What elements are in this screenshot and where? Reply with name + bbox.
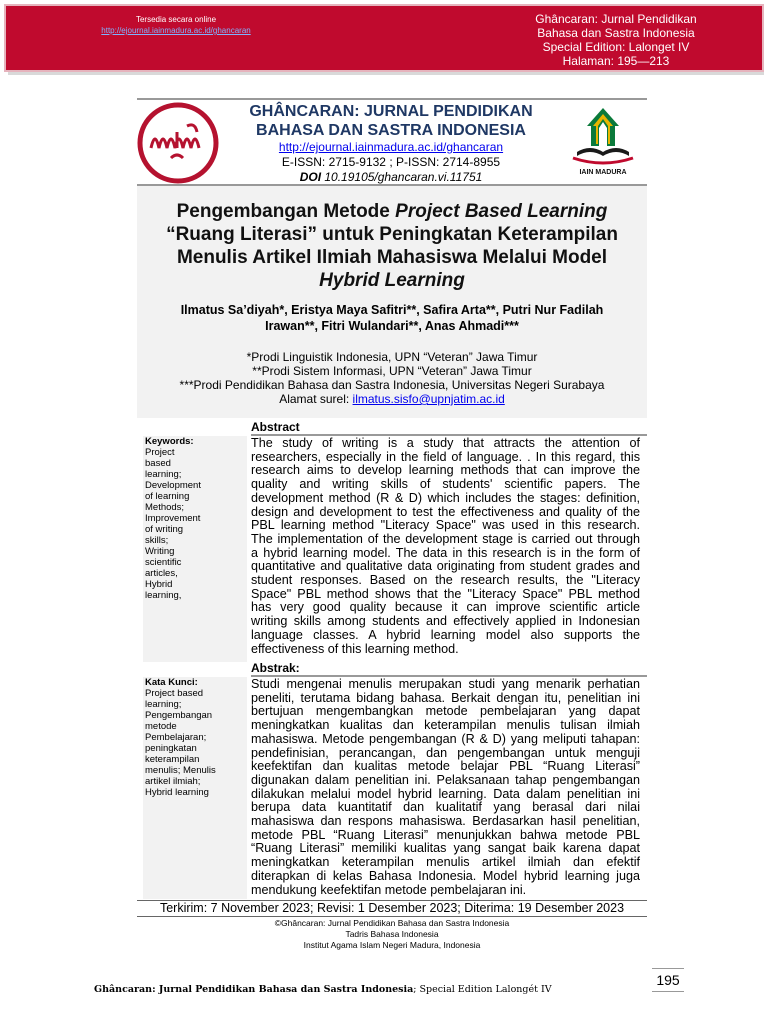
affiliation-line: *Prodi Linguistik Indonesia, UPN “Veteran” Jawa Timur [246, 350, 538, 364]
journal-url-link[interactable]: http://ejournal.iainmadura.ac.id/ghancaran [278, 140, 504, 154]
banner-info-line: Ghâncaran: Jurnal Pendidikan [535, 12, 697, 26]
abstrak-line: meningkatkan keterampilan menulis artikel ilmiah dan efektif [251, 855, 640, 870]
journal-name: GHÂNCARAN: JURNAL PENDIDIKAN [249, 103, 533, 120]
keyword-line: of writing [145, 524, 184, 535]
copyright-line: Institut Agama Islam Negeri Madura, Indonesia [303, 940, 481, 950]
kata-kunci-line: Hybrid learning [145, 787, 209, 798]
abstract-line: researchers, especially in the field of language. . In this regard, this [251, 449, 640, 464]
kata-kunci-line: metode [145, 721, 177, 732]
keyword-line: Hybrid [145, 579, 173, 590]
availability-note [76, 14, 276, 36]
abstrak-line: meningkatkan kualitas dan keterampilan menulis tulisan ilmiah [251, 718, 640, 733]
abstract-line: design and development to test the effectiveness and quality of the [251, 504, 640, 519]
footer-journal: Ghâncaran: Jurnal Pendidikan Bahasa dan Sastra Indonesia [94, 984, 414, 995]
abstrak-heading: Abstrak: [251, 661, 647, 677]
keyword-line: articles, [145, 568, 178, 579]
abstract-line: quantitative and qualitative data originating from student grades and [251, 559, 640, 574]
kata-kunci-list [145, 688, 245, 798]
journal-issn: E-ISSN: 2715-9132 ; P-ISSN: 2714-8955 [281, 155, 501, 169]
iain-logo-text: IAIN MADURA [579, 169, 627, 176]
keywords-box [143, 436, 247, 662]
keyword-line: Development [145, 480, 201, 491]
journal-banner [4, 4, 764, 72]
journal-header [137, 98, 647, 186]
abstrak-line: digunakan dalam penelitian ini. Pelaksanaan tahap pengembangan [251, 772, 640, 787]
page-number: 195 [652, 968, 684, 992]
abstract-heading: Abstract [251, 420, 647, 436]
banner-shadow [8, 72, 764, 75]
kata-kunci-line: Pengembangan [145, 710, 213, 721]
kata-kunci-title: Kata Kunci: [145, 677, 198, 688]
abstract-line: quality and writing skills of students' scientific papers. The [251, 477, 640, 492]
footer-edition: ; Special Edition Lalongét IV [413, 984, 552, 995]
keyword-line: Methods; [145, 502, 185, 513]
keyword-line: learning, [145, 590, 182, 601]
author-email-link[interactable]: ilmatus.sisfo@upnjatim.ac.id [352, 392, 505, 406]
article-authors [157, 302, 627, 334]
abstrak-indonesian-text [251, 678, 640, 897]
authors-line: Ilmatus Sa’diyah*, Eristya Maya Safitri**, Safira Arta**, Putri Nur Fadilah [180, 303, 604, 317]
abstract-line: The implementation of the development stage is carried out through [251, 531, 640, 546]
affiliation-line: **Prodi Sistem Informasi, UPN “Veteran” Jawa Timur [252, 364, 532, 378]
keyword-line: scientific [145, 557, 182, 568]
copyright-line: ©Ghâncaran: Jurnal Pendidikan Bahasa dan Sastra Indonesia [274, 918, 510, 928]
author-affiliations [137, 350, 647, 406]
page-footer [94, 984, 552, 995]
journal-info [221, 102, 561, 185]
title-part-italic: Project Based Learning [395, 201, 608, 222]
title-part-italic: Hybrid Learning [319, 270, 465, 291]
submission-dates: Terkirim: 7 November 2023; Revisi: 1 Desember 2023; Diterima: 19 Desember 2023 [137, 900, 647, 917]
keyword-line: learning; [145, 469, 182, 480]
abstrak-line: dilakukan melalui model hybrid learning. Data dalam penelitian ini [251, 786, 640, 801]
abstrak-line: mahasiswa dan respons mahasiswa. Berdasarkan hasil penelitian, [251, 814, 640, 829]
abstract-line: a hybrid learning model. The data in this research is in the form of [251, 545, 640, 560]
abstract-line: student responses. Based on the research results, the "Literacy [251, 573, 640, 588]
kata-kunci-line: artikel ilmiah; [145, 776, 201, 787]
abstrak-line: diterapkan di kelas Bahasa Indonesia. Model hybrid learning juga [251, 868, 640, 883]
ghancaran-logo-icon [137, 102, 219, 184]
kata-kunci-box [143, 677, 247, 899]
keyword-line: of learning [145, 491, 190, 502]
kata-kunci-line: Pembelajaran; [145, 732, 207, 743]
abstrak-line: mendukung keefektifan metode pembelajaran ini. [251, 882, 527, 897]
copyright-line: Tadris Bahasa Indonesia [345, 929, 439, 939]
keyword-line: based [145, 458, 171, 469]
banner-info-line: Halaman: 195—213 [562, 54, 670, 68]
article-title-section [137, 184, 647, 418]
email-label: Alamat surel: [279, 392, 353, 406]
journal-doi [221, 170, 561, 185]
banner-info-line: Special Edition: Lalonget IV [542, 40, 690, 54]
keywords-title: Keywords: [145, 436, 194, 447]
keyword-line: skills; [145, 535, 169, 546]
abstract-line: writing skills among students and effectively applied in Indonesian [251, 614, 640, 629]
abstrak-line: pendefinisian, perancangan, dan pengembangan untuk menguji [251, 745, 640, 760]
abstrak-line: keefektifan dan kualitas metode belajar PBL “Ruang Literasi” [251, 759, 640, 774]
authors-line: Irawan**, Fitri Wulandari**, Anas Ahmadi*** [265, 319, 519, 333]
keyword-line: Improvement [145, 513, 201, 524]
article-title [147, 200, 637, 292]
banner-journal-info [516, 12, 716, 68]
copyright-notice [137, 918, 647, 951]
kata-kunci-line: menulis; Menulis [145, 765, 216, 776]
title-part: Menulis Artikel Ilmiah Mahasiswa Melalui Model [176, 247, 608, 268]
abstract-line: effectiveness of this learning method. [251, 641, 459, 656]
iain-madura-logo-icon [563, 104, 643, 180]
banner-info-line: Bahasa dan Sastra Indonesia [537, 26, 695, 40]
doi-value: 10.19105/ghancaran.vi.11751 [324, 170, 483, 184]
abstrak-line: berupa data kuantitatif dan kualitatif yang berasal dari nilai [251, 800, 640, 815]
abstract-line: has very good quality because it can improve scientific article [251, 600, 640, 615]
abstract-line: The study of writing is a study that attracts the attention of [251, 436, 640, 450]
banner-journal-link[interactable]: http://ejournal.iainmadura.ac.id/ghancaran [101, 26, 251, 35]
journal-name: BAHASA DAN SASTRA INDONESIA [256, 122, 526, 139]
kata-kunci-line: keterampilan [145, 754, 200, 765]
title-part: Pengembangan Metode [176, 201, 396, 222]
keyword-line: Writing [145, 546, 175, 557]
abstrak-line: Studi mengenai menulis merupakan studi yang menarik perhatian [251, 677, 640, 691]
title-part: “Ruang Literasi” untuk Peningkatan Keterampilan [166, 224, 618, 245]
availability-text: Tersedia secara online [135, 15, 217, 24]
kata-kunci-line: Project based [145, 688, 204, 699]
keyword-line: Project [145, 447, 175, 458]
abstract-line: research aims to develop learning methods that can improve the [251, 463, 640, 478]
abstrak-line: bertujuan mengembangkan metode pembelajaran yang dapat [251, 704, 640, 719]
abstract-line: development method (R & D) which includes the stages: definition, [251, 490, 640, 505]
abstrak-line: metode PBL “Ruang Literasi” menunjukkan bahwa metode PBL [251, 827, 640, 842]
abstract-line: language classes. A hybrid learning model also supports the [251, 627, 640, 642]
kata-kunci-line: learning; [145, 699, 182, 710]
doi-label: DOI [299, 170, 322, 184]
keywords-list [145, 447, 245, 601]
abstrak-line: mahasiswa. Metode pengembangan (R & D) yang meliputi tahapan: [251, 731, 640, 746]
kata-kunci-line: peningkatan [145, 743, 197, 754]
abstract-line: PBL learning method "Literacy Space" was used in this research. [251, 518, 640, 533]
abstrak-line: peneliti, terutama bidang bahasa. Berkait dengan itu, penelitian ini [251, 690, 640, 705]
abstrak-line: “Ruang Literasi” memiliki kualitas yang sangat baik karena dapat [251, 841, 640, 856]
abstract-english-text [251, 437, 640, 656]
abstract-line: Space" PBL method shows that the "Literacy Space" PBL method [251, 586, 640, 601]
affiliation-line: ***Prodi Pendidikan Bahasa dan Sastra Indonesia, Universitas Negeri Surabaya [179, 378, 605, 392]
